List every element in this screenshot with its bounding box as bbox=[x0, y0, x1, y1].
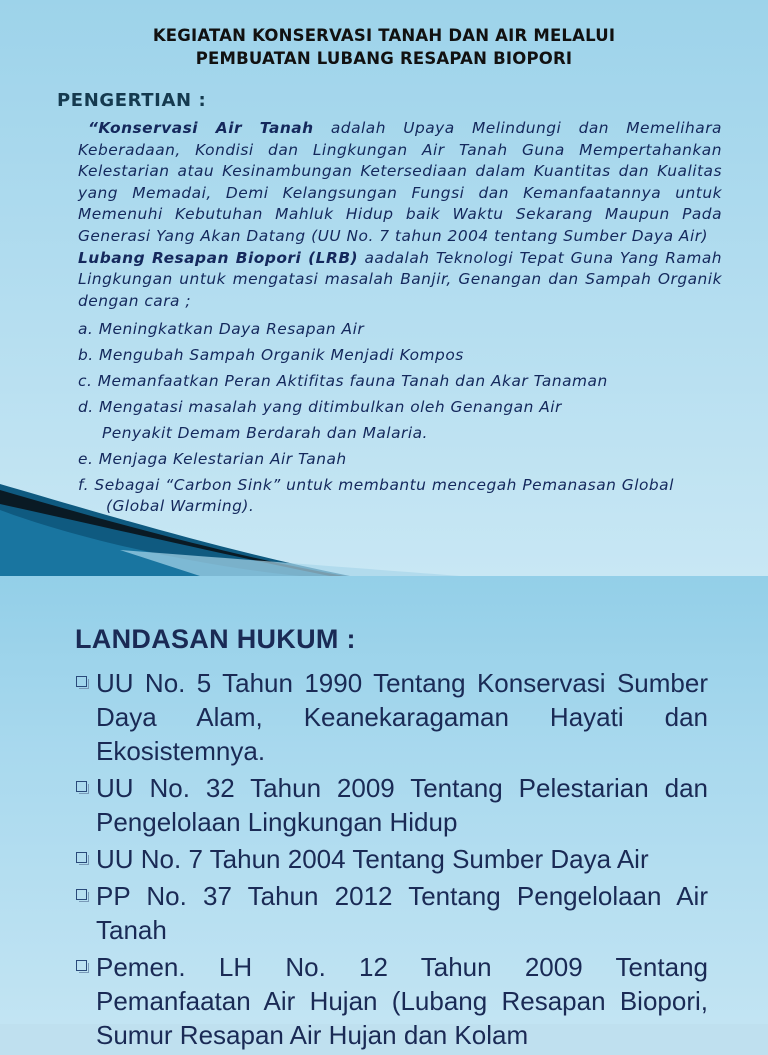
section-heading-landasan-hukum: LANDASAN HUKUM : bbox=[75, 624, 356, 654]
list-item-text: UU No. 5 Tahun 1990 Tentang Konservasi Sumber Daya Alam, Keanekaragaman Hayati dan Ekosistemnya. bbox=[96, 668, 708, 766]
list-item-continuation: (Global Warming). bbox=[106, 497, 255, 516]
list-item: d. Mengatasi masalah yang ditimbulkan oleh Genangan Air bbox=[78, 398, 562, 417]
definition-paragraph-1 bbox=[78, 118, 722, 248]
list-item: b. Mengubah Sampah Organik Menjadi Kompos bbox=[78, 346, 464, 365]
list-item bbox=[75, 666, 708, 768]
square-bullet-icon bbox=[76, 960, 87, 971]
square-bullet-icon bbox=[76, 852, 87, 863]
square-bullet-icon bbox=[76, 676, 87, 687]
slide-title bbox=[0, 24, 768, 70]
list-item bbox=[75, 842, 708, 876]
definition-body bbox=[78, 118, 722, 517]
square-bullet-icon bbox=[76, 781, 87, 792]
slide-landasan-hukum bbox=[0, 576, 768, 1050]
list-item: c. Memanfaatkan Peran Aktifitas fauna Tanah dan Akar Tanaman bbox=[78, 372, 608, 391]
list-item: f. Sebagai “Carbon Sink” untuk membantu mencegah Pemanasan Global bbox=[78, 476, 674, 495]
list-item-text: UU No. 7 Tahun 2004 Tentang Sumber Daya Air bbox=[96, 844, 649, 874]
title-line-2: PEMBUATAN LUBANG RESAPAN BIOPORI bbox=[195, 49, 573, 68]
list-item bbox=[75, 950, 708, 1052]
list-item-text: PP No. 37 Tahun 2012 Tentang Pengelolaan Air Tanah bbox=[96, 881, 708, 945]
definition-paragraph-2 bbox=[78, 248, 722, 313]
list-item: a. Meningkatkan Daya Resapan Air bbox=[78, 320, 365, 339]
square-bullet-icon bbox=[76, 889, 87, 900]
list-item bbox=[75, 771, 708, 839]
lrb-benefit-list bbox=[78, 316, 722, 517]
definition-text-1: adalah Upaya Melindungi dan Memelihara Keberadaan, Kondisi dan Lingkungan Air Tanah Guna Mempertahankan Kelestarian atau Kesinambungan Ketersediaan dalam Kuantitas dan Kualitas yang Memadai, Demi Kelangsungan Fungsi dan Kemanfaatannya untuk Memenuhi Kebutuhan Mahluk Hidup baik Waktu Sekarang Maupun Pada Generasi Yang Akan Datang (UU No. 7 tahun 2004 tentang Sumber Daya Air) bbox=[78, 119, 722, 245]
list-item bbox=[75, 879, 708, 947]
title-line-1: KEGIATAN KONSERVASI TANAH DAN AIR MELALUI bbox=[152, 26, 616, 45]
term-konservasi: “Konservasi Air Tanah bbox=[88, 119, 314, 137]
list-item-continuation: Penyakit Demam Berdarah dan Malaria. bbox=[102, 424, 428, 443]
list-item: e. Menjaga Kelestarian Air Tanah bbox=[78, 450, 347, 469]
legal-basis-list bbox=[75, 666, 708, 1055]
section-heading-pengertian: PENGERTIAN : bbox=[57, 90, 207, 111]
term-lrb: Lubang Resapan Biopori (LRB) bbox=[78, 248, 359, 267]
definition-text-2: aadalah Teknologi Tepat Guna Yang Ramah Lingkungan untuk mengatasi masalah Banjir, Genangan dan Sampah Organik dengan cara ; bbox=[78, 248, 723, 310]
list-item-text: UU No. 32 Tahun 2009 Tentang Pelestarian dan Pengelolaan Lingkungan Hidup bbox=[96, 773, 708, 837]
list-item-text: Pemen. LH No. 12 Tahun 2009 Tentang Pemanfaatan Air Hujan (Lubang Resapan Biopori, Sumur Resapan Air Hujan dan Kolam bbox=[96, 952, 708, 1050]
